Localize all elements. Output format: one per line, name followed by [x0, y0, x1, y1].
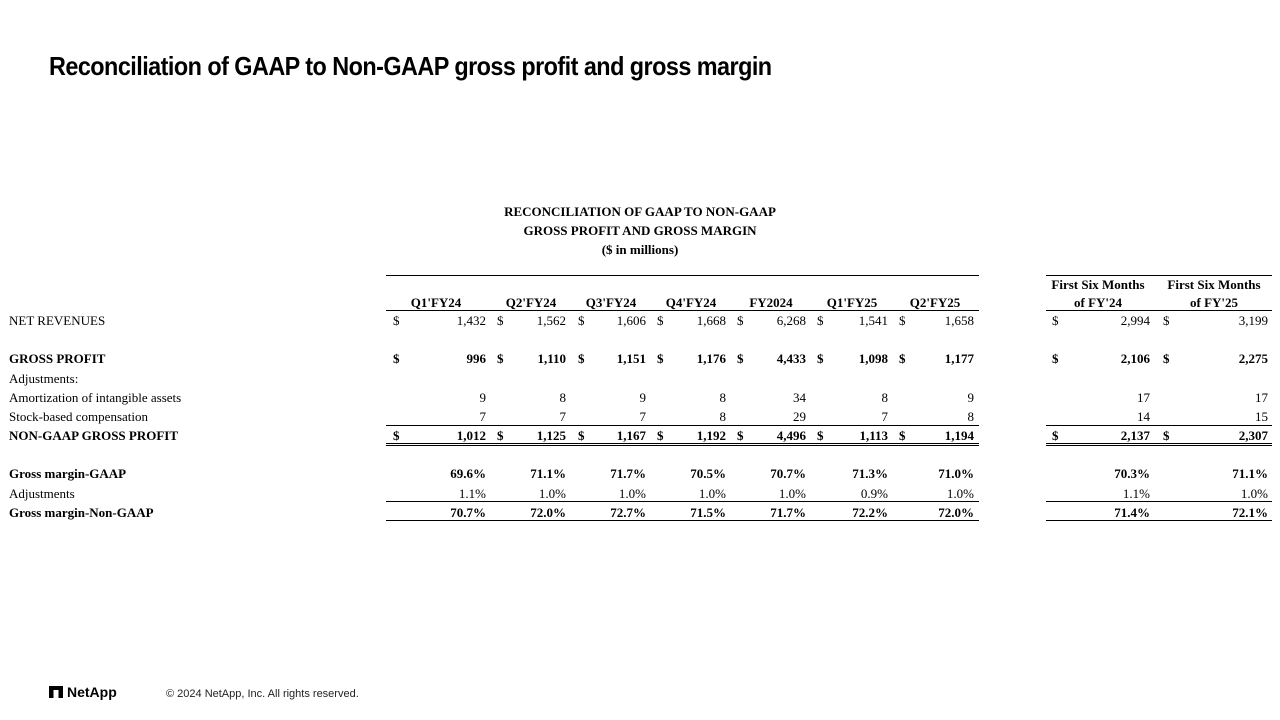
column-header: Q1'FY24: [410, 295, 462, 310]
table-cell: 2,275: [1238, 351, 1268, 366]
currency-symbol: $: [657, 313, 664, 328]
netapp-logo-icon: [49, 686, 63, 698]
table-cell: 8: [559, 390, 566, 405]
table-cell: 17: [1137, 390, 1150, 405]
table-cell: 34: [793, 390, 806, 405]
table-cell: 2,106: [1120, 351, 1150, 366]
table-heading-line: RECONCILIATION OF GAAP TO NON-GAAP: [504, 204, 776, 219]
table-cell: 72.2%: [852, 505, 888, 520]
table-cell: 71.3%: [852, 466, 888, 481]
currency-symbol: $: [497, 313, 504, 328]
table-cell: 4,496: [776, 428, 806, 443]
currency-symbol: $: [578, 313, 585, 328]
table-cell: 2,994: [1120, 313, 1150, 328]
table-cell: 1.0%: [946, 486, 974, 501]
table-cell: 29: [793, 409, 806, 424]
margin-subtotal-rule: [1046, 501, 1272, 502]
header-underline: [386, 310, 979, 311]
table-cell: 17: [1255, 390, 1268, 405]
table-cell: 1,110: [537, 351, 566, 366]
table-cell: 7: [881, 409, 888, 424]
currency-symbol: $: [497, 351, 504, 366]
table-cell: 71.7%: [610, 466, 646, 481]
netapp-logo: [49, 684, 117, 700]
table-cell: 72.1%: [1232, 505, 1268, 520]
table-cell: 9: [479, 390, 486, 405]
currency-symbol: $: [817, 313, 824, 328]
table-cell: 1,012: [456, 428, 486, 443]
table-cell: 71.4%: [1114, 505, 1150, 520]
table-cell: 1,192: [696, 428, 726, 443]
table-cell: 1,113: [859, 428, 888, 443]
column-header: FY2024: [749, 295, 793, 310]
currency-symbol: $: [657, 351, 664, 366]
currency-symbol: $: [578, 428, 585, 443]
row-label: Gross margin-GAAP: [9, 466, 127, 481]
currency-symbol: $: [737, 351, 744, 366]
row-label: Adjustments: [9, 486, 75, 501]
copyright-text: © 2024 NetApp, Inc. All rights reserved.: [166, 688, 359, 700]
currency-symbol: $: [497, 428, 504, 443]
table-cell: 1.0%: [538, 486, 566, 501]
table-cell: 1,167: [616, 428, 646, 443]
total-double-rule: [386, 443, 979, 444]
table-cell: 1.1%: [1122, 486, 1150, 501]
margin-total-rule: [1046, 520, 1272, 521]
table-cell: 71.5%: [690, 505, 726, 520]
header-underline: [1046, 310, 1272, 311]
table-cell: 8: [967, 409, 974, 424]
table-cell: 0.9%: [860, 486, 888, 501]
currency-symbol: $: [899, 351, 906, 366]
table-cell: 8: [881, 390, 888, 405]
table-cell: 71.7%: [770, 505, 806, 520]
currency-symbol: $: [817, 351, 824, 366]
table-cell: 15: [1255, 409, 1268, 424]
row-label: Amortization of intangible assets: [9, 390, 182, 405]
total-double-rule: [1046, 443, 1272, 444]
slide-title: Reconciliation of GAAP to Non-GAAP gross profit and gross margin: [49, 51, 772, 81]
currency-symbol: $: [1163, 428, 1170, 443]
table-top-rule: [1046, 275, 1272, 276]
brand-name: NetApp: [67, 684, 117, 700]
row-label: Gross margin-Non-GAAP: [9, 505, 154, 520]
table-cell: 4,433: [776, 351, 806, 366]
table-cell: 70.7%: [450, 505, 486, 520]
currency-symbol: $: [393, 313, 400, 328]
subtotal-rule: [1046, 425, 1272, 426]
table-cell: 1.0%: [698, 486, 726, 501]
table-cell: 1,541: [858, 313, 888, 328]
currency-symbol: $: [578, 351, 585, 366]
column-header: Q1'FY25: [826, 295, 878, 310]
table-cell: 7: [479, 409, 486, 424]
column-header: First Six Months: [1167, 277, 1261, 292]
table-cell: 1,658: [944, 313, 974, 328]
table-heading: [380, 202, 900, 259]
subtotal-rule: [386, 425, 979, 426]
total-double-rule: [386, 445, 979, 446]
table-cell: 1,151: [616, 351, 646, 366]
row-label: GROSS PROFIT: [9, 351, 106, 366]
total-double-rule: [1046, 445, 1272, 446]
table-cell: 1,194: [944, 428, 974, 443]
currency-symbol: $: [1052, 351, 1059, 366]
table-cell: 9: [967, 390, 974, 405]
column-header: Q4'FY24: [665, 295, 717, 310]
table-cell: 7: [639, 409, 646, 424]
column-header: Q2'FY25: [909, 295, 961, 310]
table-cell: 1,432: [456, 313, 486, 328]
table-cell: 9: [639, 390, 646, 405]
table-cell: 71.1%: [530, 466, 566, 481]
column-header: First Six Months: [1051, 277, 1145, 292]
table-cell: 1,098: [858, 351, 888, 366]
table-cell: 1.0%: [1240, 486, 1268, 501]
column-header: of FY'24: [1073, 295, 1123, 310]
table-cell: 3,199: [1238, 313, 1268, 328]
table-cell: 72.0%: [530, 505, 566, 520]
currency-symbol: $: [1052, 428, 1059, 443]
table-cell: 2,137: [1120, 428, 1150, 443]
table-cell: 72.7%: [610, 505, 646, 520]
table-cell: 1,125: [536, 428, 566, 443]
currency-symbol: $: [899, 428, 906, 443]
table-cell: 1,668: [696, 313, 726, 328]
row-label: Adjustments:: [9, 371, 79, 386]
column-header: Q2'FY24: [505, 295, 557, 310]
row-label: NET REVENUES: [9, 313, 106, 328]
table-cell: 8: [719, 409, 726, 424]
table-cell: 6,268: [776, 313, 806, 328]
margin-subtotal-rule: [386, 501, 979, 502]
table-cell: 7: [559, 409, 566, 424]
table-cell: 996: [466, 351, 486, 366]
table-cell: 1,606: [616, 313, 646, 328]
row-label: Stock-based compensation: [9, 409, 148, 424]
table-heading-line: ($ in millions): [601, 242, 679, 257]
table-cell: 69.6%: [450, 466, 486, 481]
table-cell: 70.5%: [690, 466, 726, 481]
table-cell: 1.1%: [458, 486, 486, 501]
currency-symbol: $: [737, 313, 744, 328]
table-heading-line: GROSS PROFIT AND GROSS MARGIN: [523, 223, 757, 238]
currency-symbol: $: [817, 428, 824, 443]
currency-symbol: $: [737, 428, 744, 443]
currency-symbol: $: [899, 313, 906, 328]
table-cell: 70.7%: [770, 466, 806, 481]
table-cell: 1.0%: [618, 486, 646, 501]
row-label: NON-GAAP GROSS PROFIT: [9, 428, 179, 443]
table-cell: 1,562: [536, 313, 566, 328]
table-cell: 8: [719, 390, 726, 405]
table-cell: 71.0%: [938, 466, 974, 481]
table-cell: 70.3%: [1114, 466, 1150, 481]
table-cell: 1,176: [696, 351, 726, 366]
margin-total-rule: [386, 520, 979, 521]
table-cell: 1,177: [944, 351, 974, 366]
table-top-rule: [386, 275, 979, 276]
table-cell: 14: [1137, 409, 1150, 424]
column-header: Q3'FY24: [585, 295, 637, 310]
currency-symbol: $: [1163, 313, 1170, 328]
currency-symbol: $: [657, 428, 664, 443]
table-cell: 71.1%: [1232, 466, 1268, 481]
currency-symbol: $: [1052, 313, 1059, 328]
currency-symbol: $: [1163, 351, 1170, 366]
column-header: of FY'25: [1189, 295, 1239, 310]
table-cell: 2,307: [1238, 428, 1268, 443]
currency-symbol: $: [393, 428, 400, 443]
table-cell: 1.0%: [778, 486, 806, 501]
currency-symbol: $: [393, 351, 400, 366]
table-cell: 72.0%: [938, 505, 974, 520]
